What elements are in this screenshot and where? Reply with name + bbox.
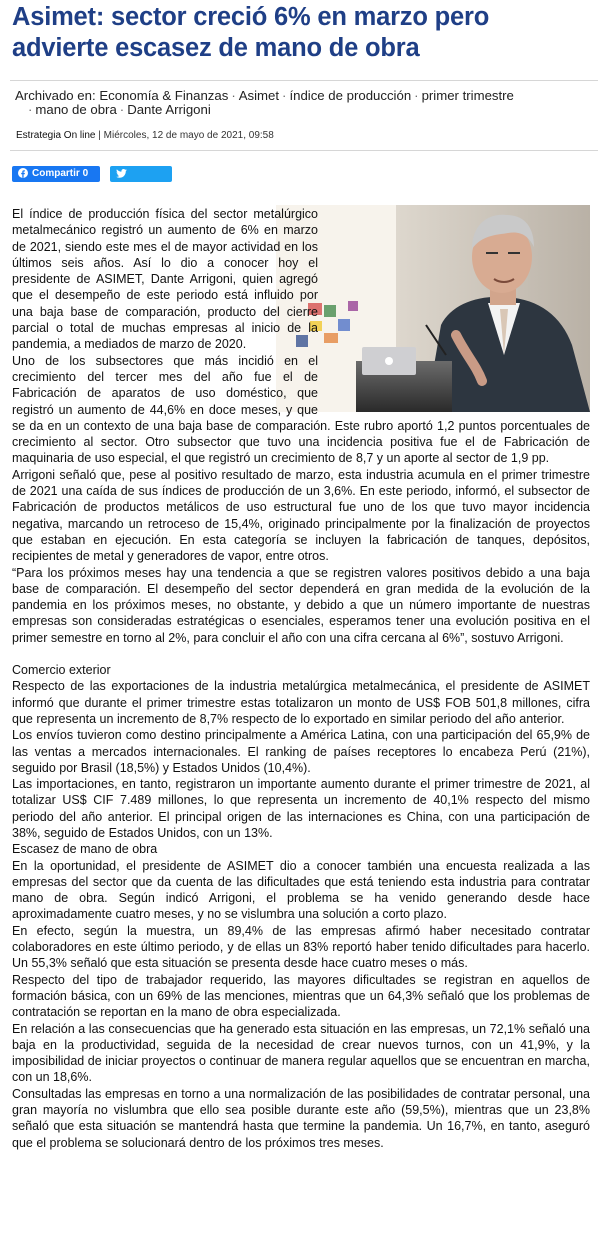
paragraph: En efecto, según la muestra, un 89,4% de las empresas afirmó haber necesitado contratar colaboradores en este último periodo, y de ellas un 83% reportó haber tenido dificultades para hacerlo. Un 55,3% señaló que esta situación se presenta desde hace cuatro meses o más. [12,923,590,971]
tag-separator: · [231,88,236,103]
paragraph: Consultadas las empresas en torno a una normalización de las posibilidades de contratar personal, una gran mayoría no vislumbra que ello sea posible durante este año (59,5%), mientras que un 23,8% señaló que esta situación se mantendrá hasta que termine la pandemia. Un 16,7%, en tanto, aseguró que el problema se solucionará dentro de los próximos tres meses. [12,1086,590,1150]
divider [10,150,598,151]
paragraph: Uno de los subsectores que más incidió en el crecimiento del tercer mes del año fue el de Fabricación de aparatos de uso doméstico, que registró un aumento de 44,6% en doce meses, y que se da en un contexto de una baja base de comparación. Este rubro aportó 1,2 puntos porcentuales de crecimiento al sector. Otro subsector que tuvo una incidencia positiva fue el de Fabricación de maquinaria de uso especial, el que registró un crecimiento de 8,7 y un aporte al sector de 1,9 pp. [12,353,590,466]
twitter-share-label: Twittear [116,184,154,195]
paragraph: Respecto de las exportaciones de la industria metalúrgica metalmecánica, el presidente de ASIMET informó que durante el primer trimestre estas totalizaron un monto de US$ FOB 501,8 millones, cifra que representa un incremento de 8,7% respecto de lo exportado en similar periodo del año anterior. [12,679,590,726]
tag-primer-trimestre[interactable]: primer trimestre [421,88,514,103]
tag-separator: · [28,102,33,117]
paragraph: En relación a las consecuencias que ha generado esta situación en las empresas, un 72,1% señaló una baja en la productividad, seguida de la necesidad de crear nuevos turnos, con un 41,9%, y la imposibilidad de iniciar proyectos o continuar de manera regular aquellos que se encuentran en marcha, con un 18,6%. [12,1021,590,1085]
archive-label: Archivado en: [15,88,96,103]
section-heading-escasez: Escasez de mano de obra [12,842,158,857]
facebook-icon [18,168,28,178]
paragraph: El índice de producción física del sector metalúrgico metalmecánico registró un aumento de 6% en marzo de 2021, siendo este mes el de mayor actividad en los últimos seis años. Así lo dio a conocer hoy el presidente de ASIMET, Dante Arrigoni, quien agregó que el desempeño de este periodo está influido por una baja base de comparación, producto del cierre parcial o total de muchas empresas al inicio de la pandemia, a mediados de marzo de 2020. [12,207,318,352]
paragraph: “Para los próximos meses hay una tendencia a que se registren valores positivos debido a una baja base de comparación. El desempeño del sector dependerá en gran medida de la evolución de la pandemia en los próximos meses, no obstante, y debido a que un número importante de nuestras empresas son consideradas estratégicas o esenciales, esperamos tener una evolución positiva en el primer semestre en torno al 2%, para concluir el año con una cifra cercana al 6%”, sostuvo Arrigoni. [12,565,590,645]
tag-separator: · [119,102,125,117]
tag-economia[interactable]: Economía & Finanzas [99,88,229,103]
tag-asimet[interactable]: Asimet [238,88,280,103]
article-body [12,206,590,1151]
tag-dante-arrigoni[interactable]: Dante Arrigoni [127,102,211,117]
article-headline: Asimet: sector creció 6% en marzo pero advierte escasez de mano de obra [12,3,490,62]
tag-separator: · [414,88,419,103]
archive-tags [10,80,598,119]
photo-space [318,206,590,412]
archive-line-2 [15,103,597,117]
byline-source: Estrategia On line [16,130,96,141]
byline-divider: | [98,130,104,141]
twitter-icon [116,169,127,178]
facebook-share-label: Compartir [32,168,80,179]
twitter-share-button[interactable] [110,166,172,195]
byline [16,130,274,141]
facebook-share-count: 0 [82,168,89,179]
paragraph: Respecto del tipo de trabajador requerido, las mayores dificultades se registran en aquellos de formación básica, con un 69% de las menciones, mientras que un 64,3% señaló que los problemas de contratación se reportan en la mano de obra especializada. [12,972,590,1020]
paragraph: En la oportunidad, el presidente de ASIMET dio a conocer también una encuesta realizada a las empresas del sector que da cuenta de las dificultades que está teniendo esta industria para contratar mano de obra. Según indicó Arrigoni, el problema se ha venido generando desde hace aproximadamente cuatro meses, y no se vislumbra una solución a corto plazo. [12,858,590,922]
tag-separator: · [282,88,287,103]
paragraph: Las importaciones, en tanto, registraron un importante aumento durante el primer trimestre de 2021, al totalizar US$ CIF 7.489 millones, lo que representa un incremento de 40,1% respecto del mismo periodo del año anterior. El principal origen de las internaciones es China, con una participación de 38%, seguido de Estados Unidos, con un 13%. [12,777,590,840]
tag-indice-produccion[interactable]: índice de producción [289,88,412,103]
tag-mano-de-obra[interactable]: mano de obra [35,102,117,117]
byline-date: Miércoles, 12 de mayo de 2021, 09:58 [103,130,274,141]
spacer [12,646,590,662]
paragraph: Arrigoni señaló que, pese al positivo resultado de marzo, esta industria acumula en el primer trimestre de 2021 una caída de sus índices de producción de un 3,6%. En este periodo, informó, el subsector de Fabricación de productos metálicos de uso estructural fue uno de los que tuvo mayor incidencia negativa, marcando un retroceso de 15,4%, originado principalmente por la finalización de proyectos que estaban en ejecución. En esta categoría se incluyen la fabricación de tanques, depósitos, recipientes de metal y generadores de vapor, entre otros. [12,467,590,564]
paragraph: Los envíos tuvieron como destino principalmente a América Latina, con una participación del 65,9% de las ventas a mercados internacionales. El ranking de países receptores lo encabeza Perú (21%), seguido por Brasil (18,5%) y Estados Unidos (10,4%). [12,728,590,775]
section-heading-comercio: Comercio exterior [12,663,111,678]
facebook-share-button[interactable] [12,166,100,182]
